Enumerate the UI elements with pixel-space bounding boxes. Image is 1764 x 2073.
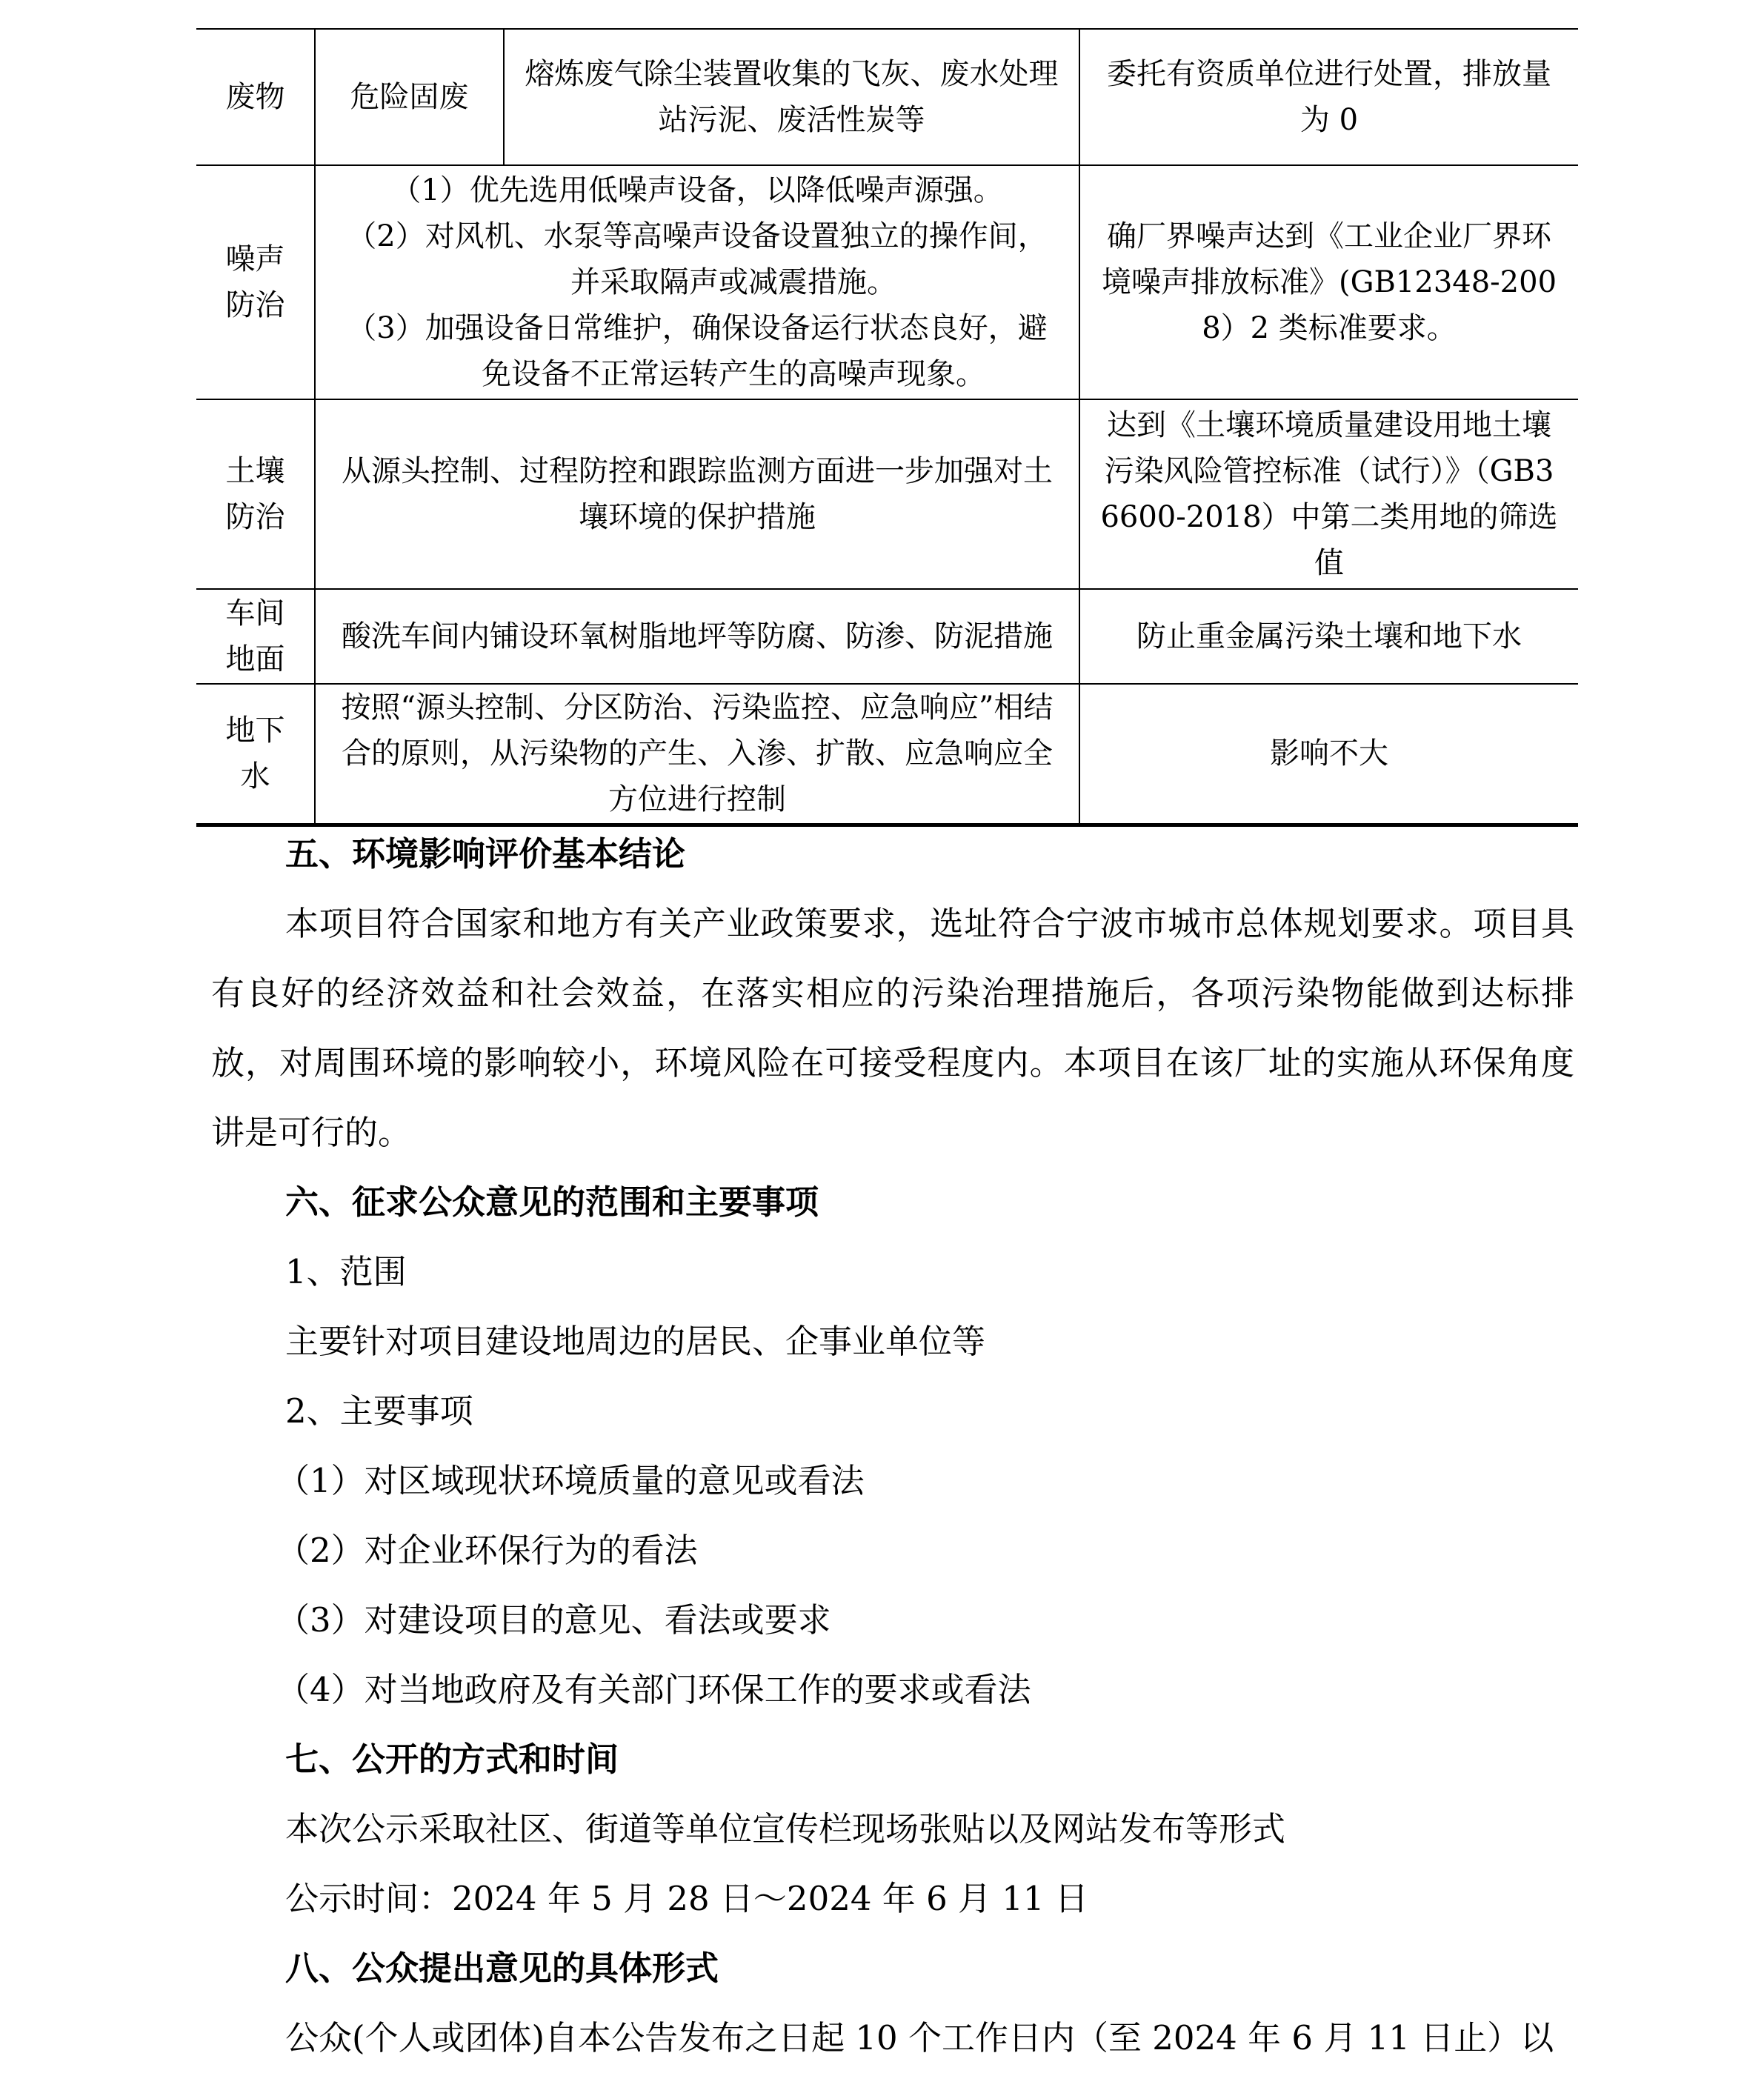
category-line: 水: [240, 759, 270, 794]
measure-line: （1）优先选用低噪声设备，以降低噪声源强。: [391, 173, 1003, 207]
result-cell: 防止重金属污染土壤和地下水: [1079, 589, 1578, 684]
result-cell: 确厂界噪声达到《工业企业厂界环境噪声排放标准》(GB12348-2008）2 类标准要求。: [1079, 165, 1578, 399]
section-8-body: 公众(个人或团体)自本公告发布之日起 10 个工作日内（至 2024 年 6 月 11 日止）以: [285, 2018, 1554, 2057]
section-8-heading: 八、公众提出意见的具体形式: [285, 1949, 719, 1988]
table-row: [196, 399, 1578, 589]
mitigation-measures-table: [196, 28, 1578, 827]
category-cell: [196, 399, 315, 589]
measure-cell: 酸洗车间内铺设环氧树脂地坪等防腐、防渗、防泥措施: [315, 589, 1079, 684]
measure-line: （3）加强设备日常维护，确保设备运行状态良好，避: [347, 311, 1048, 345]
category-cell: [196, 165, 315, 399]
section-5-paragraph: 本项目符合国家和地方有关产业政策要求，选址符合宁波市城市总体规划要求。项目具有良好的经济效益和社会效益，在落实相应的污染治理措施后，各项污染物能做到达标排放，对周围环境的影响较小，环境风险在可接受程度内。本项目在该厂址的实施从环保角度讲是可行的。: [211, 904, 1574, 1152]
measure-cell: [315, 165, 1079, 399]
measure-cell: 从源头控制、过程防控和跟踪监测方面进一步加强对土壤环境的保护措施: [315, 399, 1079, 589]
list-item: （2）对企业环保行为的看法: [276, 1531, 698, 1570]
waste-type-cell: 危险固废: [315, 29, 504, 165]
table-row: [196, 29, 1578, 165]
table-row: [196, 684, 1578, 825]
waste-source-cell: 熔炼废气除尘装置收集的飞灰、废水处理站污泥、废活性炭等: [504, 29, 1079, 165]
body-text: [211, 819, 1574, 2073]
list-item: （3）对建设项目的意见、看法或要求: [276, 1600, 831, 1640]
measure-cell: 按照“源头控制、分区防治、污染监控、应急响应”相结合的原则，从污染物的产生、入渗、扩散、应急响应全方位进行控制: [315, 684, 1079, 825]
measure-line: （2）对风机、水泵等高噪声设备设置独立的操作间，: [347, 219, 1048, 253]
table-row: [196, 589, 1578, 684]
section-7-method: 本次公示采取社区、街道等单位宣传栏现场张贴以及网站发布等形式: [285, 1809, 1286, 1849]
category-line: 噪声: [225, 242, 285, 276]
measure-line: 免设备不正常运转产生的高噪声现象。: [482, 357, 985, 391]
category-cell: [196, 589, 315, 684]
category-line: 车间: [225, 596, 285, 630]
section-6-items-title: 2、主要事项: [285, 1391, 473, 1431]
category-line: 防治: [225, 500, 285, 534]
section-7-heading: 七、公开的方式和时间: [285, 1740, 619, 1779]
table-row: [196, 165, 1578, 399]
measure-line: 并采取隔声或减震措施。: [570, 265, 896, 299]
section-6-scope-body: 主要针对项目建设地周边的居民、企事业单位等: [285, 1322, 986, 1361]
category-line: 地面: [225, 642, 285, 676]
section-6-scope-title: 1、范围: [285, 1252, 407, 1291]
result-cell: 委托有资质单位进行处置，排放量为 0: [1079, 29, 1578, 165]
list-item: （4）对当地政府及有关部门环保工作的要求或看法: [276, 1670, 1031, 1709]
category-cell: 废物: [196, 29, 315, 165]
result-cell: 影响不大: [1079, 684, 1578, 825]
section-6-heading: 六、征求公众意见的范围和主要事项: [285, 1182, 819, 1222]
category-line: 防治: [225, 288, 285, 322]
section-7-time: 公示时间：2024 年 5 月 28 日～2024 年 6 月 11 日: [285, 1879, 1088, 1918]
list-item: （1）对区域现状环境质量的意见或看法: [276, 1461, 865, 1500]
section-5-heading: 五、环境影响评价基本结论: [285, 834, 686, 874]
category-line: 地下: [225, 713, 285, 748]
result-cell: 达到《土壤环境质量建设用地土壤污染风险管控标准（试行）》（GB36600-2018）中第二类用地的筛选值: [1079, 399, 1578, 589]
category-cell: [196, 684, 315, 825]
category-line: 土壤: [225, 454, 285, 488]
